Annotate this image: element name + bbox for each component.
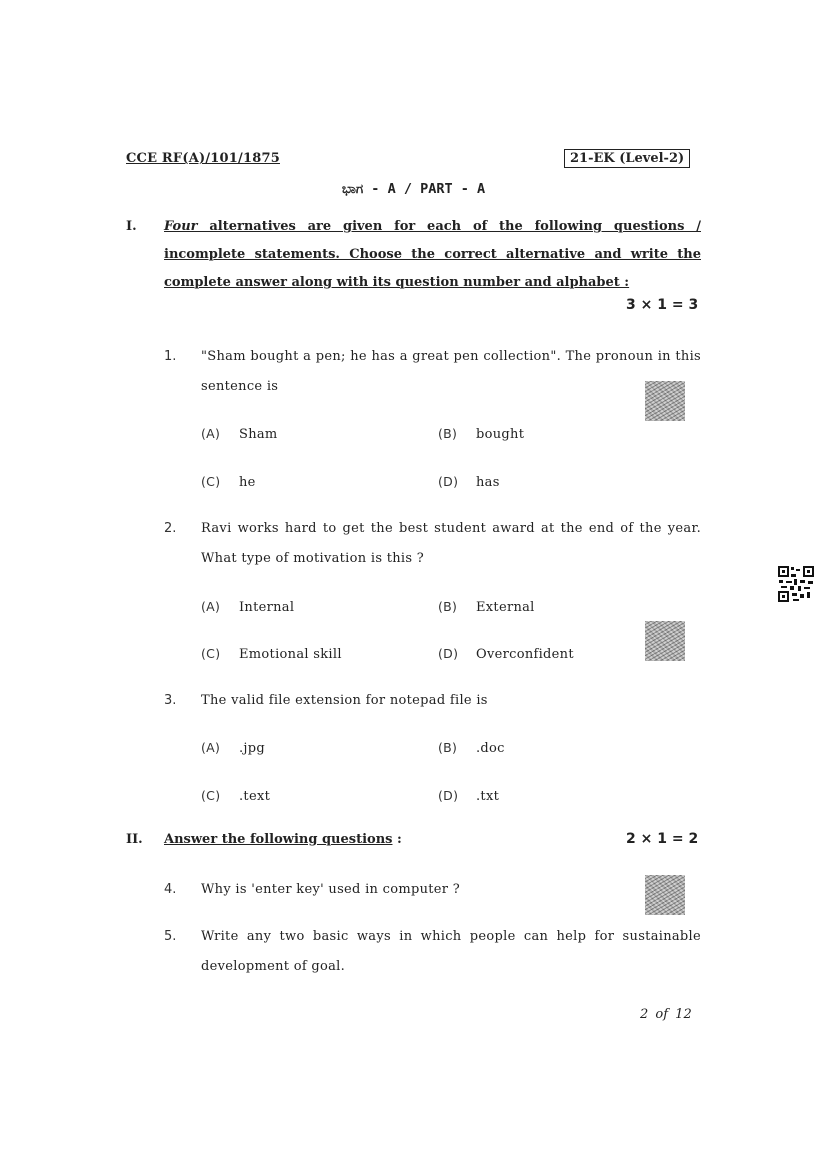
- option-text: .jpg: [239, 741, 266, 756]
- level-badge: 21-EK (Level-2): [564, 149, 690, 168]
- question-3-number: 3.: [164, 693, 177, 708]
- question-5-number: 5.: [164, 929, 177, 944]
- option-label: (A): [201, 740, 221, 755]
- question-1-option-c: [201, 474, 256, 490]
- option-label: (A): [201, 426, 221, 441]
- question-2-option-c: [201, 646, 342, 662]
- option-text: Emotional skill: [239, 647, 342, 662]
- option-text: .txt: [476, 789, 500, 804]
- watermark-pattern-icon: [645, 621, 685, 661]
- option-label: (A): [201, 599, 221, 614]
- question-2-option-a: [201, 599, 294, 615]
- option-label: (B): [438, 740, 458, 755]
- question-3-option-b: [438, 740, 505, 756]
- section-2-instruction: [164, 832, 402, 847]
- question-1-number: 1.: [164, 349, 177, 364]
- section-2-marks: 2 × 1 = 2: [626, 831, 699, 847]
- option-text: .doc: [476, 741, 505, 756]
- question-5-text: Write any two basic ways in which people can help for sustainable development of goal.: [201, 929, 701, 974]
- question-2-number: 2.: [164, 521, 177, 536]
- question-1-option-d: [438, 474, 500, 490]
- instruction-text: alternatives are given for each of the following questions / incomplete statements. Choose the correct alternative and write the complete answer along with its question number and alphabet :: [164, 219, 701, 290]
- question-4-text: Why is 'enter key' used in computer ?: [201, 882, 461, 897]
- question-3-option-c: [201, 788, 270, 804]
- option-text: he: [239, 475, 256, 490]
- instruction-emphasis: Four: [164, 219, 198, 234]
- question-3-option-a: [201, 740, 265, 756]
- option-label: (B): [438, 599, 458, 614]
- section-1-instruction: [164, 213, 701, 297]
- question-1-option-a: [201, 426, 278, 442]
- section-1-marks: 3 × 1 = 3: [626, 297, 699, 313]
- question-3-text: The valid file extension for notepad file is: [201, 693, 488, 708]
- question-2-option-d: [438, 646, 574, 662]
- option-text: Internal: [239, 600, 295, 615]
- option-label: (C): [201, 646, 221, 661]
- instruction-colon: :: [392, 832, 402, 847]
- option-label: (C): [201, 788, 221, 803]
- section-1-number: I.: [126, 219, 137, 234]
- question-2-text: Ravi works hard to get the best student award at the end of the year. What type of motivation is this ?: [201, 521, 701, 566]
- option-text: External: [476, 600, 535, 615]
- option-text: .text: [239, 789, 271, 804]
- option-label: (B): [438, 426, 458, 441]
- qr-code-icon: [777, 565, 815, 603]
- section-2-number: II.: [126, 832, 143, 847]
- option-label: (D): [438, 646, 459, 661]
- page-number: 2 of 12: [640, 1007, 692, 1022]
- option-label: (D): [438, 474, 459, 489]
- question-1-option-b: [438, 426, 524, 442]
- paper-code: CCE RF(A)/101/1875: [126, 151, 280, 166]
- question-2-option-b: [438, 599, 535, 615]
- option-text: Sham: [239, 427, 278, 442]
- instruction-text: Answer the following questions: [164, 832, 393, 847]
- option-text: has: [476, 475, 500, 490]
- question-3-option-d: [438, 788, 499, 804]
- option-label: (C): [201, 474, 221, 489]
- watermark-pattern-icon: [645, 875, 685, 915]
- question-4-number: 4.: [164, 882, 177, 897]
- option-text: Overconfident: [476, 647, 574, 662]
- option-text: bought: [476, 427, 525, 442]
- question-1-text: "Sham bought a pen; he has a great pen collection". The pronoun in this sentence is: [201, 349, 701, 394]
- option-label: (D): [438, 788, 459, 803]
- watermark-pattern-icon: [645, 381, 685, 421]
- part-title: ಭಾಗ - A / PART - A: [341, 181, 486, 197]
